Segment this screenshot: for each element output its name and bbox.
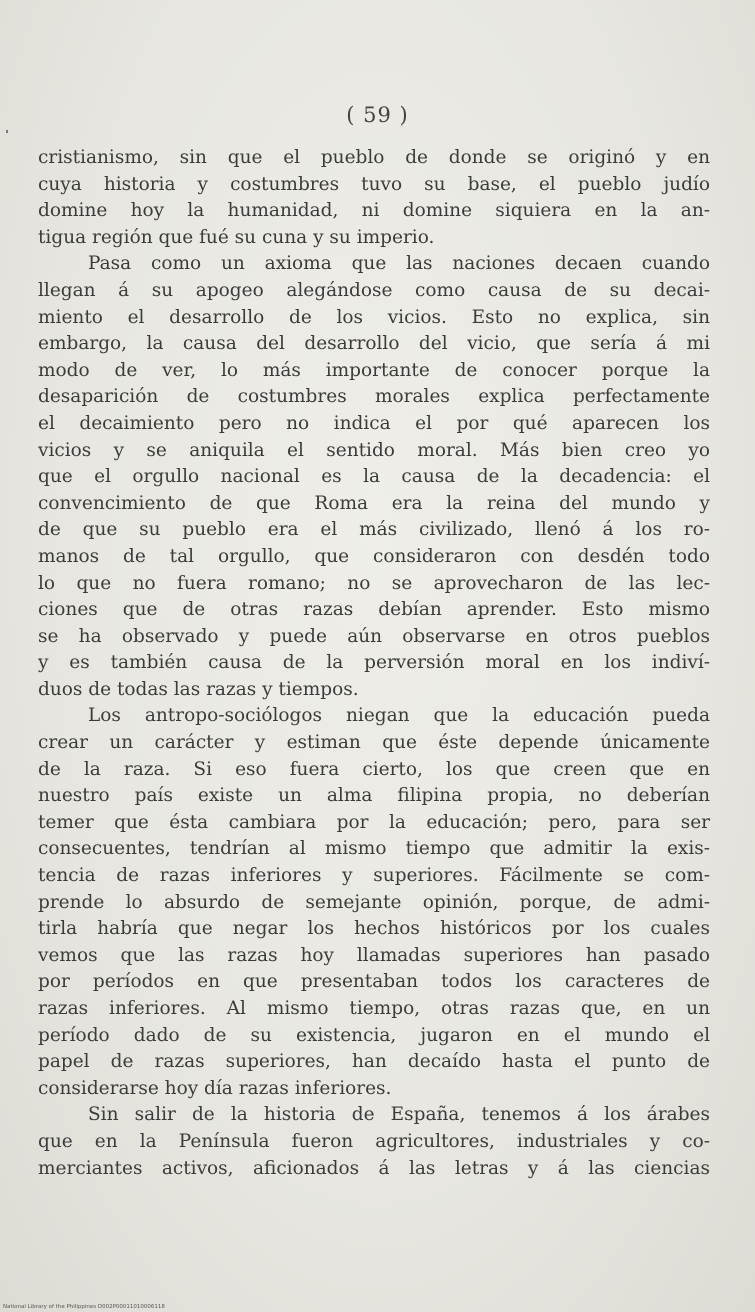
text-line: tencia de razas inferiores y superiores. Fácilmente se com- [38,865,710,887]
text-line: manos de tal orgullo, que consideraron con desdén todo [38,545,710,567]
text-line: Sin salir de la historia de España, tenemos á los árabes [88,1104,710,1126]
text-line: domine hoy la humanidad, ni domine siquiera en la an- [38,200,710,222]
text-line: vicios y se aniquila el sentido moral. Más bien creo yo [38,439,710,461]
text-line: tigua región que fué su cuna y su imperio. [38,226,435,248]
text-line: el decaimiento pero no indica el por qué aparecen los [38,412,710,434]
text-line: período dado de su existencia, jugaron en el mundo el [38,1024,710,1046]
text-line: y es también causa de la perversión moral en los indiví- [38,652,710,674]
text-line: Pasa como un axioma que las naciones decaen cuando [88,253,710,275]
text-line: Los antropo-sociólogos niegan que la educación pueda [88,705,710,727]
text-line: duos de todas las razas y tiempos. [38,678,359,700]
text-line: papel de razas superiores, han decaído hasta el punto de [38,1051,710,1073]
text-line: convencimiento de que Roma era la reina del mundo y [38,492,710,514]
text-line: considerarse hoy día razas inferiores. [38,1077,392,1099]
body-text [38,145,710,1182]
text-line: merciantes activos, aficionados á las letras y á las ciencias [38,1157,710,1179]
text-line: cristianismo, sin que el pueblo de donde se originó y en [38,147,710,168]
text-line: que en la Península fueron agricultores, industriales y co- [38,1130,710,1152]
text-line: llegan á su apogeo alegándose como causa de su decai- [38,279,710,301]
text-line: temer que ésta cambiara por la educación; pero, para ser [38,811,710,833]
text-line: que el orgullo nacional es la causa de la decadencia: el [38,466,710,488]
text-line: de que su pueblo era el más civilizado, llenó á los ro- [38,519,710,541]
text-line: por períodos en que presentaban todos los caracteres de [38,971,710,993]
text-line: desaparición de costumbres morales explica perfectamente [38,386,710,408]
footer-credit: National Library of the Philippines D002P00011010006118 [3,1304,165,1310]
text-line: consecuentes, tendrían al mismo tiempo que admitir la exis- [38,838,710,860]
text-line: vemos que las razas hoy llamadas superiores han pasado [38,944,710,966]
text-line: embargo, la causa del desarrollo del vicio, que sería á mi [38,333,710,355]
text-line: lo que no fuera romano; no se aprovecharon de las lec- [38,572,710,594]
text-line: miento el desarrollo de los vicios. Esto no explica, sin [38,306,710,328]
text-line: tirla habría que negar los hechos históricos por los cuales [38,918,710,940]
text-line: prende lo absurdo de semejante opinión, porque, de admi- [38,891,710,913]
text-line: cuya historia y costumbres tuvo su base, el pueblo judío [38,173,710,195]
text-line: de la raza. Si eso fuera cierto, los que creen que en [38,758,710,780]
text-line: se ha observado y puede aún observarse en otros pueblos [38,625,710,647]
text-line: crear un carácter y estiman que éste depende únicamente [38,732,710,754]
text-line: modo de ver, lo más importante de conocer porque la [38,359,710,381]
text-line: nuestro país existe un alma filipina propia, no deberían [38,785,710,807]
text-line: ciones que de otras razas debían aprender. Esto mismo [38,599,710,621]
text-line: razas inferiores. Al mismo tiempo, otras razas que, en un [38,998,710,1019]
page-number: ( 59 ) [346,103,409,127]
margin-mark [6,130,8,133]
